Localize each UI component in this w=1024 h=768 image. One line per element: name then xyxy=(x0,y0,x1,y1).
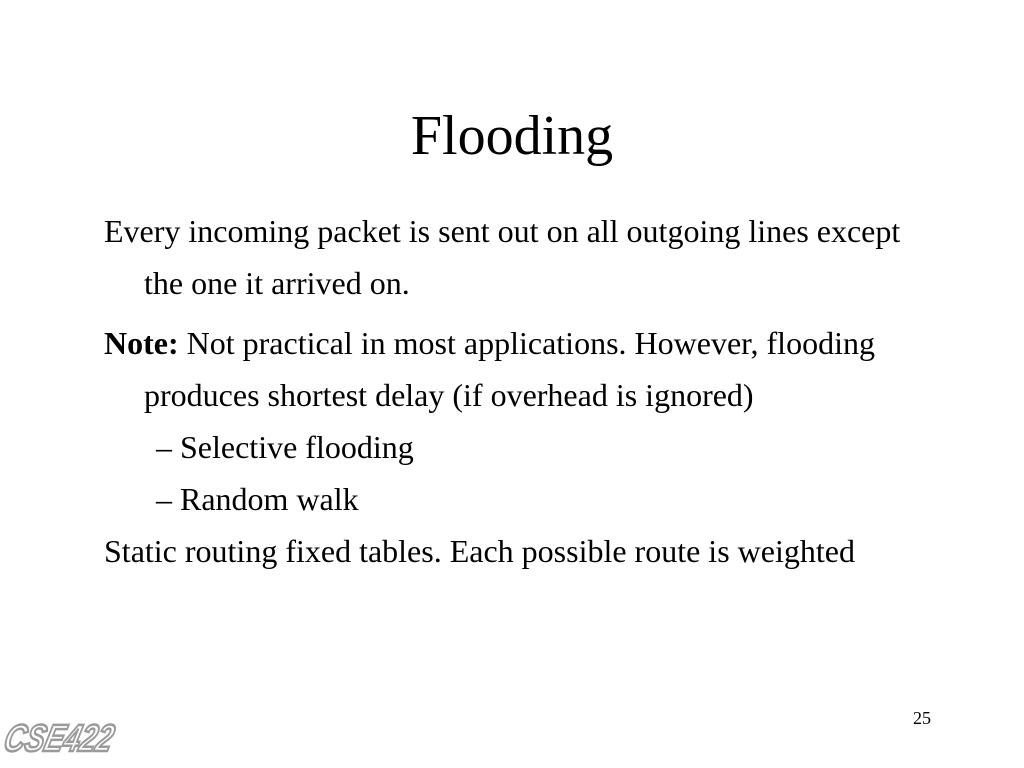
slide-body xyxy=(104,205,944,577)
page-number: 25 xyxy=(913,708,931,728)
note-text: Not practical in most applications. However, flooding produces shortest delay (if overhead is ignored) xyxy=(144,325,875,413)
paragraph-flooding-definition: Every incoming packet is sent out on all outgoing lines except the one it arrived on. xyxy=(104,213,901,301)
paragraph-note xyxy=(104,317,944,421)
sub-item-selective-flooding: – Selective flooding xyxy=(156,429,414,465)
note-label: Note: xyxy=(104,325,179,361)
course-logo xyxy=(0,703,152,761)
paragraph-static-routing: Static routing fixed tables. Each possible route is weighted xyxy=(104,533,855,569)
slide-title: Flooding xyxy=(410,105,614,167)
course-logo-text: CSE422 xyxy=(0,717,152,760)
sub-item-random-walk: – Random walk xyxy=(156,481,359,517)
